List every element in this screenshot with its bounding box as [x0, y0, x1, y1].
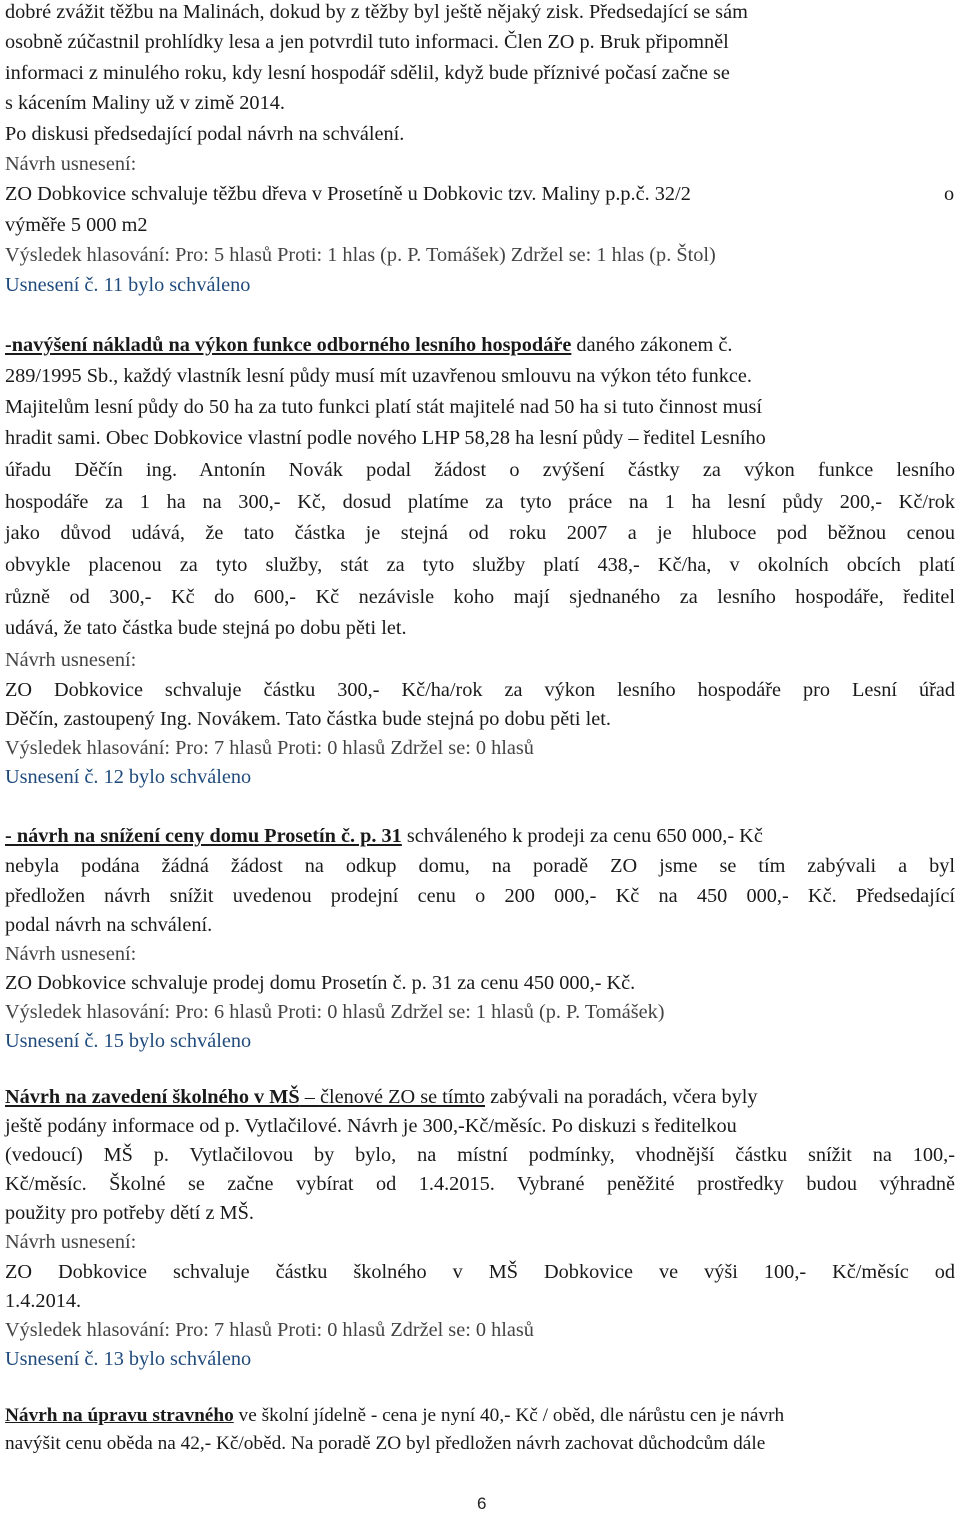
proposal-label: Návrh usnesení: — [5, 1231, 137, 1253]
section-heading: Návrh na zavedení školného v MŠ — [5, 1086, 300, 1108]
text-line: navýšit cenu oběda na 42,- Kč/oběd. Na poradě ZO byl předložen návrh zachovat důchodcům dále — [5, 1433, 766, 1454]
resolution-status: Usnesení č. 11 bylo schváleno — [5, 274, 251, 296]
proposal-text: ZO Dobkovice schvaluje prodej domu Prosetín č. p. 31 za cenu 450 000,- Kč. — [5, 972, 636, 994]
proposal-text: Děčín, zastoupený Ing. Novákem. Tato částka bude stejná po dobu pěti let. — [5, 708, 611, 730]
heading-tail: zabývali na poradách, včera byly — [485, 1086, 758, 1108]
vote-result: Výsledek hlasování: Pro: 5 hlasů Proti: 1 hlas (p. P. Tomášek) Zdržel se: 1 hlas (p. Štol) — [5, 244, 716, 266]
text-line: Majitelům lesní půdy do 50 ha za tuto funkci platí stát majitelé nad 50 ha si tuto činnost musí — [5, 396, 763, 418]
proposal-label: Návrh usnesení: — [5, 943, 137, 965]
section-heading: - návrh na snížení ceny domu Prosetín č. p. 31 — [5, 825, 402, 847]
section-heading-line — [5, 333, 732, 357]
heading-dash: – — [299, 1086, 320, 1108]
proposal-text-tail: o — [944, 183, 955, 205]
text-line: Po diskusi předsedající podal návrh na schválení. — [5, 123, 405, 145]
proposal-text: ZO Dobkovice schvaluje částku 300,- Kč/ha/rok za výkon lesního hospodáře pro Lesní úřad — [5, 679, 955, 701]
text-line: nebyla podána žádná žádost na odkup domu, na poradě ZO jsme se tím zabývali a byl — [5, 855, 955, 877]
section-heading-line — [5, 824, 763, 848]
text-line: hospodáře za 1 ha na 300,- Kč, dosud platíme za tyto práce na 1 ha lesní půdy 200,- Kč/rok — [5, 491, 955, 513]
text-line: podal návrh na schválení. — [5, 914, 213, 936]
text-line: udává, že tato částka bude stejná po dobu pěti let. — [5, 617, 407, 639]
text-line: jako důvod udává, že tato částka je stejná od roku 2007 a je hluboce pod běžnou cenou — [5, 522, 955, 544]
heading-tail: daného zákonem č. — [571, 334, 733, 356]
proposal-label: Návrh usnesení: — [5, 153, 137, 175]
heading-tail: ve školní jídelně - cena je nyní 40,- Kč / oběd, dle nárůstu cen je návrh — [233, 1405, 785, 1426]
text-line: hradit sami. Obec Dobkovice vlastní podle nového LHP 58,28 ha lesní půdy – ředitel Lesního — [5, 427, 766, 449]
vote-result: Výsledek hlasování: Pro: 6 hlasů Proti: 0 hlasů Zdržel se: 1 hlasů (p. P. Tomášek) — [5, 1001, 665, 1023]
text-line: (vedoucí) MŠ p. Vytlačilovou by bylo, na místní podmínky, vhodnější částku snížit na 100,- — [5, 1144, 955, 1166]
proposal-text: výměře 5 000 m2 — [5, 214, 148, 236]
section-heading: Návrh na úpravu stravného — [5, 1405, 234, 1426]
text-line: informaci z minulého roku, kdy lesní hospodář sdělil, když bude příznivé počasí začne se — [5, 62, 730, 84]
resolution-status: Usnesení č. 13 bylo schváleno — [5, 1348, 252, 1370]
text-line: předložen návrh snížit uvedenou prodejní cenu o 200 000,- Kč na 450 000,- Kč. Předsedající — [5, 885, 955, 907]
section-heading-line — [5, 1404, 784, 1428]
proposal-label: Návrh usnesení: — [5, 649, 137, 671]
vote-result: Výsledek hlasování: Pro: 7 hlasů Proti: 0 hlasů Zdržel se: 0 hlasů — [5, 1319, 534, 1341]
text-line: různě od 300,- Kč do 600,- Kč nezávisle koho mají sjednaného za lesního hospodáře, ředitel — [5, 586, 955, 608]
page-number: 6 — [477, 1494, 487, 1513]
heading-underlined-rest: členové ZO se tímto — [319, 1086, 485, 1108]
proposal-text: ZO Dobkovice schvaluje těžbu dřeva v Prosetíně u Dobkovic tzv. Maliny p.p.č. 32/2 — [5, 183, 691, 205]
text-line: dobré zvážit těžbu na Malinách, dokud by z těžby byl ještě nějaký zisk. Předsedající se sám — [5, 1, 748, 23]
proposal-text: ZO Dobkovice schvaluje částku školného v MŠ Dobkovice ve výši 100,- Kč/měsíc od — [5, 1261, 955, 1283]
text-line: Kč/měsíc. Školné se začne vybírat od 1.4.2015. Vybrané peněžité prostředky budou výhradně — [5, 1173, 955, 1195]
text-line: osobně zúčastnil prohlídky lesa a jen potvrdil tuto informaci. Člen ZO p. Bruk připomněl — [5, 31, 729, 53]
text-line: s kácením Maliny už v zimě 2014. — [5, 92, 285, 114]
proposal-text: 1.4.2014. — [5, 1290, 82, 1312]
text-line: úřadu Děčín ing. Antonín Novák podal žádost o zvýšení částky za výkon funkce lesního — [5, 459, 955, 481]
resolution-status: Usnesení č. 12 bylo schváleno — [5, 766, 252, 788]
vote-result: Výsledek hlasování: Pro: 7 hlasů Proti: 0 hlasů Zdržel se: 0 hlasů — [5, 737, 534, 759]
heading-tail: schváleného k prodeji za cenu 650 000,- Kč — [401, 825, 763, 847]
resolution-status: Usnesení č. 15 bylo schváleno — [5, 1030, 252, 1052]
section-heading-line — [5, 1085, 758, 1109]
text-line: použity pro potřeby dětí z MŠ. — [5, 1202, 254, 1224]
text-line: obvykle placenou za tyto služby, stát za tyto služby platí 438,- Kč/ha, v okolních obcích platí — [5, 554, 955, 576]
section-heading: -navýšení nákladů na výkon funkce odborného lesního hospodáře — [5, 334, 572, 356]
text-line: 289/1995 Sb., každý vlastník lesní půdy musí mít uzavřenou smlouvu na výkon této funkce. — [5, 365, 752, 387]
text-line: ještě podány informace od p. Vytlačilové. Návrh je 300,-Kč/měsíc. Po diskuzi s ředitelkou — [5, 1115, 737, 1137]
